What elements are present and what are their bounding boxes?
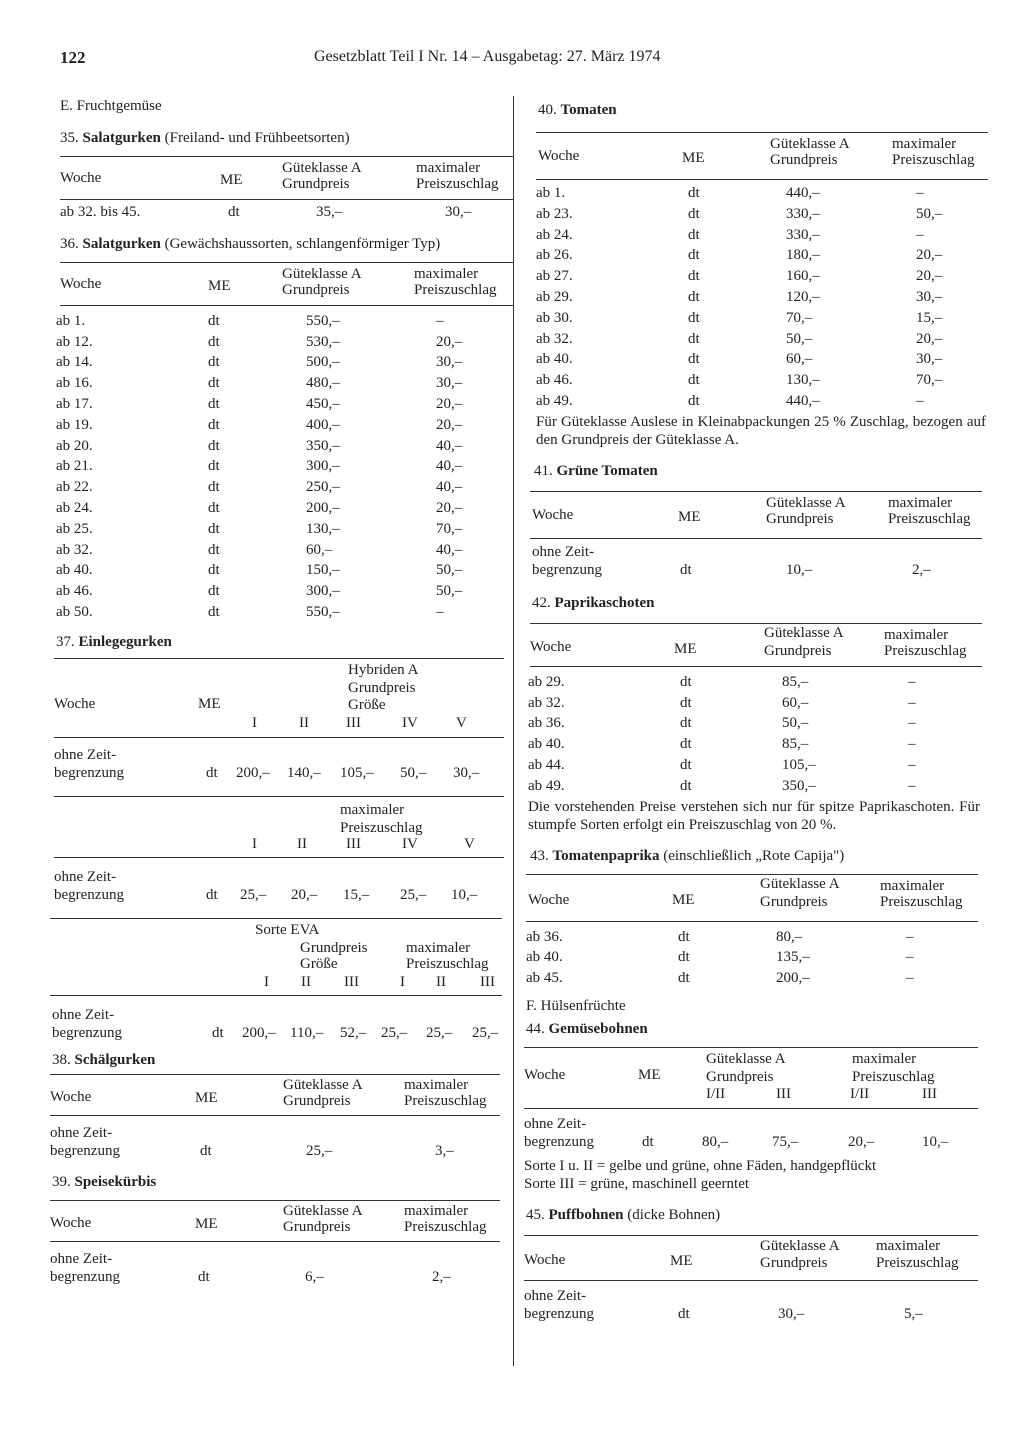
cell-unit: dt (208, 520, 220, 537)
s37-heading: 37. Einlegegurken (56, 633, 172, 650)
cell-unit: dt (678, 928, 690, 945)
cell-surcharge: 30,– (916, 351, 943, 368)
cell-surcharge: – (906, 970, 914, 987)
cell-week: ab 19. (56, 416, 93, 433)
table-row (536, 307, 988, 328)
cell-surcharge: 20,– (916, 268, 943, 285)
page-header (60, 48, 740, 72)
cell-price: 300,– (306, 458, 340, 475)
cell-price: 135,– (776, 949, 810, 966)
table-row (536, 390, 988, 411)
table-row (536, 348, 988, 369)
cell-unit: dt (688, 205, 700, 222)
table-row (56, 580, 515, 601)
cell-price: 300,– (306, 583, 340, 600)
s36-table-header: Woche ME Güteklasse A Grundpreis maximaler Preiszuschlag (60, 262, 513, 306)
s36-heading: 36. Salatgurken (Gewächshaussorten, schlangenförmiger Typ) (60, 235, 441, 252)
cell-unit: dt (208, 541, 220, 558)
cell-surcharge: – (916, 185, 924, 201)
s44-table-header: Woche ME Güteklasse A Grundpreis I/II III maximaler Preiszuschlag I/II III (524, 1047, 978, 1109)
table-row: ohne Zeit- begrenzung dt 6,– 2,– (50, 1250, 451, 1285)
table-row (536, 203, 988, 224)
cell-price: 530,– (306, 333, 340, 350)
table-row (56, 497, 515, 518)
cell-price: 440,– (786, 185, 820, 201)
cell-price: 60,– (782, 694, 809, 711)
gazette-title: Gesetzblatt Teil I Nr. 14 – Ausgabetag: 27. März 1974 (314, 48, 661, 65)
cell-week: ab 32. (56, 541, 93, 558)
cell-unit: dt (688, 288, 700, 305)
s35-table-header: Woche ME Güteklasse A Grundpreis maximaler Preiszuschlag (60, 156, 513, 200)
cell-surcharge: 30,– (436, 375, 463, 392)
cell-surcharge: – (436, 312, 444, 329)
cell-week: ab 26. (536, 247, 573, 264)
table-row (56, 435, 515, 456)
table-row (528, 754, 988, 775)
cell-price: 200,– (776, 970, 810, 987)
section-e-heading: E. Fruchtgemüse (60, 98, 162, 114)
cell-unit: dt (688, 309, 700, 326)
table-row (536, 244, 988, 265)
cell-surcharge: – (908, 736, 916, 753)
cell-price: 200,– (306, 499, 340, 516)
table-row (536, 286, 988, 307)
cell-price: 60,– (306, 541, 333, 558)
cell-unit: dt (680, 756, 692, 773)
cell-week: ab 49. (536, 392, 573, 409)
table-row (528, 733, 988, 754)
cell-unit: dt (688, 351, 700, 368)
cell-week: ab 45. (526, 970, 563, 987)
cell-week: ab 16. (56, 375, 93, 392)
s40-rows (536, 182, 988, 411)
cell-unit: dt (680, 694, 692, 711)
cell-unit: dt (208, 312, 220, 329)
s37-table3-header: Sorte EVA Grundpreis Größe maximaler Preiszuschlag I II III I II III (50, 918, 502, 996)
cell-unit: dt (678, 970, 690, 987)
cell-unit: dt (688, 268, 700, 285)
table-row (536, 224, 988, 245)
cell-surcharge: 20,– (436, 499, 463, 516)
cell-unit: dt (680, 777, 692, 794)
cell-week: ab 49. (528, 777, 565, 794)
page-number: 122 (60, 48, 86, 67)
cell-week: ab 27. (536, 268, 573, 285)
s42-heading: 42. Paprikaschoten (532, 594, 655, 611)
table-row (536, 182, 988, 203)
cell-week: ab 30. (536, 309, 573, 326)
cell-price: 85,– (782, 673, 809, 690)
cell-price: 400,– (306, 416, 340, 433)
s45-heading: 45. Puffbohnen (dicke Bohnen) (526, 1206, 721, 1223)
cell-unit: dt (208, 499, 220, 516)
s43-rows (526, 926, 988, 988)
cell-surcharge: 40,– (436, 437, 463, 454)
s36-rows (56, 310, 515, 622)
cell-surcharge: 20,– (436, 395, 463, 412)
cell-week: ab 22. (56, 479, 93, 496)
table-row (56, 539, 515, 560)
cell-unit: dt (688, 330, 700, 347)
s39-table-header: Woche ME Güteklasse A Grundpreis maximaler Preiszuschlag (50, 1200, 500, 1242)
cell-price: 60,– (786, 351, 813, 368)
cell-unit: dt (680, 715, 692, 732)
cell-unit: dt (208, 458, 220, 475)
table-row (56, 601, 515, 622)
cell-surcharge: – (908, 756, 916, 773)
cell-week: ab 1. (536, 185, 566, 201)
cell-surcharge: 40,– (436, 541, 463, 558)
cell-price: 50,– (782, 715, 809, 732)
s40-heading: 40. Tomaten (538, 102, 617, 118)
cell-week: ab 32. (528, 694, 565, 711)
cell-price: 550,– (306, 312, 340, 329)
cell-surcharge: 30,– (436, 354, 463, 371)
cell-unit: dt (208, 395, 220, 412)
table-row: ohne Zeit- begrenzung dt 10,– 2,– (532, 543, 931, 578)
cell-week: ab 25. (56, 520, 93, 537)
s39-heading: 39. Speisekürbis (52, 1173, 157, 1190)
s44-note-2: Sorte III = grüne, maschinell geerntet (524, 1175, 750, 1192)
table-row (536, 328, 988, 349)
cell-week: ab 1. (56, 312, 86, 329)
section-f-heading: F. Hülsenfrüchte (526, 997, 626, 1014)
cell-unit: dt (208, 416, 220, 433)
cell-surcharge: 50,– (916, 205, 943, 222)
s37-table2-header: maximaler Preiszuschlag I II III IV V (54, 796, 504, 858)
s35-heading: 35. Salatgurken (Freiland- und Frühbeetsorten) (60, 130, 350, 146)
s37-table1-header: Woche ME Hybriden A Grundpreis Größe I II III IV V (54, 658, 504, 738)
cell-price: 330,– (786, 205, 820, 222)
cell-price: 130,– (786, 372, 820, 389)
s44-heading: 44. Gemüsebohnen (526, 1020, 648, 1037)
cell-week: ab 29. (528, 673, 565, 690)
cell-price: 130,– (306, 520, 340, 537)
cell-surcharge: 70,– (436, 520, 463, 537)
cell-unit: dt (680, 736, 692, 753)
cell-surcharge: – (908, 715, 916, 732)
s41-heading: 41. Grüne Tomaten (534, 462, 658, 479)
cell-unit: dt (208, 603, 220, 620)
cell-week: ab 40. (536, 351, 573, 368)
cell-week: ab 50. (56, 603, 93, 620)
table-row: ohne Zeit- begrenzung dt 30,– 5,– (524, 1287, 923, 1322)
cell-surcharge: 20,– (436, 416, 463, 433)
cell-price: 350,– (782, 777, 816, 794)
cell-week: ab 21. (56, 458, 93, 475)
cell-unit: dt (688, 185, 700, 201)
cell-unit: dt (688, 247, 700, 264)
cell-unit: dt (208, 375, 220, 392)
table-row (526, 967, 988, 988)
table-row (56, 331, 515, 352)
cell-surcharge: – (906, 949, 914, 966)
cell-unit: dt (688, 392, 700, 409)
s43-heading: 43. Tomatenpaprika (einschließlich „Rote Capija") (530, 847, 845, 864)
cell-surcharge: – (916, 226, 924, 243)
table-row (528, 692, 988, 713)
s40-note: Für Güteklasse Auslese in Kleinabpackungen 25 % Zuschlag, bezogen auf den Grundpreis der Güteklasse A. (536, 413, 986, 448)
cell-week: ab 44. (528, 756, 565, 773)
s38-heading: 38. Schälgurken (52, 1051, 156, 1068)
cell-price: 440,– (786, 392, 820, 409)
table-row (528, 775, 988, 796)
cell-surcharge: 50,– (436, 583, 463, 600)
cell-surcharge: 40,– (436, 458, 463, 475)
cell-price: 500,– (306, 354, 340, 371)
cell-surcharge: – (436, 603, 444, 620)
cell-unit: dt (208, 479, 220, 496)
cell-surcharge: – (908, 694, 916, 711)
cell-week: ab 40. (56, 562, 93, 579)
cell-unit: dt (208, 583, 220, 600)
cell-unit: dt (678, 949, 690, 966)
cell-week: ab 24. (56, 499, 93, 516)
cell-unit: dt (688, 226, 700, 243)
cell-week: ab 36. (528, 715, 565, 732)
s38-table-header: Woche ME Güteklasse A Grundpreis maximaler Preiszuschlag (50, 1074, 500, 1116)
cell-week: ab 40. (528, 736, 565, 753)
cell-surcharge: – (916, 392, 924, 409)
cell-price: 85,– (782, 736, 809, 753)
table-row (536, 265, 988, 286)
cell-price: 150,– (306, 562, 340, 579)
cell-unit: dt (208, 333, 220, 350)
cell-surcharge: – (908, 673, 916, 690)
table-row (526, 946, 988, 967)
cell-unit: dt (688, 372, 700, 389)
cell-surcharge: 30,– (916, 288, 943, 305)
cell-surcharge: 40,– (436, 479, 463, 496)
cell-surcharge: – (906, 928, 914, 945)
table-row: ohne Zeit- begrenzung dt 25,– 3,– (50, 1124, 454, 1159)
table-row: ohne Zeit- begrenzung dt 80,– 75,– 20,– 10,– (524, 1115, 949, 1150)
cell-price: 480,– (306, 375, 340, 392)
cell-surcharge: 20,– (916, 247, 943, 264)
cell-price: 50,– (786, 330, 813, 347)
cell-surcharge: 20,– (436, 333, 463, 350)
cell-price: 160,– (786, 268, 820, 285)
cell-week: ab 12. (56, 333, 93, 350)
table-row (56, 559, 515, 580)
cell-unit: dt (680, 673, 692, 690)
cell-price: 120,– (786, 288, 820, 305)
table-row (56, 518, 515, 539)
left-column (50, 92, 515, 1292)
s40-table-header: Woche ME Güteklasse A Grundpreis maximaler Preiszuschlag (536, 132, 988, 180)
cell-price: 70,– (786, 309, 813, 326)
cell-week: ab 46. (56, 583, 93, 600)
s42-rows (528, 671, 988, 796)
table-row (528, 671, 988, 692)
table-row (56, 351, 515, 372)
cell-price: 250,– (306, 479, 340, 496)
cell-price: 350,– (306, 437, 340, 454)
cell-surcharge: 15,– (916, 309, 943, 326)
cell-week: ab 29. (536, 288, 573, 305)
cell-week: ab 40. (526, 949, 563, 966)
table-row (56, 393, 515, 414)
cell-week: ab 17. (56, 395, 93, 412)
cell-unit: dt (208, 437, 220, 454)
s44-note-1: Sorte I u. II = gelbe und grüne, ohne Fäden, handgepflückt (524, 1157, 877, 1174)
cell-week: ab 36. (526, 928, 563, 945)
cell-price: 180,– (786, 247, 820, 264)
cell-unit: dt (208, 562, 220, 579)
cell-week: ab 32. (536, 330, 573, 347)
cell-surcharge: 20,– (916, 330, 943, 347)
cell-week: ab 24. (536, 226, 573, 243)
table-row (56, 372, 515, 393)
table-row (56, 476, 515, 497)
cell-unit: dt (208, 354, 220, 371)
cell-price: 80,– (776, 928, 803, 945)
cell-price: 550,– (306, 603, 340, 620)
table-row (536, 369, 988, 390)
table-row: ohne Zeit- begrenzung dt 200,– 140,– 105,– 50,– 30,– (54, 746, 480, 781)
table-row (526, 926, 988, 947)
s42-table-header: Woche ME Güteklasse A Grundpreis maximaler Preiszuschlag (530, 623, 982, 667)
table-row: ohne Zeit- begrenzung dt 25,– 20,– 15,– 25,– 10,– (54, 868, 478, 903)
table-row: ab 32. bis 45. dt 35,– 30,– (60, 204, 472, 220)
cell-surcharge: 70,– (916, 372, 943, 389)
table-row (56, 455, 515, 476)
s42-note: Die vorstehenden Preise verstehen sich nur für spitze Paprikaschoten. Für stumpfe Sorten erfolgt ein Preiszuschlag von 20 %. (528, 798, 980, 833)
table-row (56, 414, 515, 435)
cell-price: 330,– (786, 226, 820, 243)
right-column (522, 92, 988, 1329)
table-row: ohne Zeit- begrenzung dt 200,– 110,– 52,– 25,– 25,– 25,– (52, 1006, 499, 1041)
cell-week: ab 20. (56, 437, 93, 454)
cell-week: ab 46. (536, 372, 573, 389)
cell-week: ab 14. (56, 354, 93, 371)
s45-table-header: Woche ME Güteklasse A Grundpreis maximaler Preiszuschlag (524, 1235, 978, 1281)
cell-price: 105,– (782, 756, 816, 773)
cell-surcharge: – (908, 777, 916, 794)
table-row (56, 310, 515, 331)
cell-surcharge: 50,– (436, 562, 463, 579)
cell-week: ab 23. (536, 205, 573, 222)
s43-table-header: Woche ME Güteklasse A Grundpreis maximaler Preiszuschlag (526, 874, 978, 922)
cell-price: 450,– (306, 395, 340, 412)
s41-table-header: Woche ME Güteklasse A Grundpreis maximaler Preiszuschlag (530, 491, 982, 539)
table-row (528, 712, 988, 733)
